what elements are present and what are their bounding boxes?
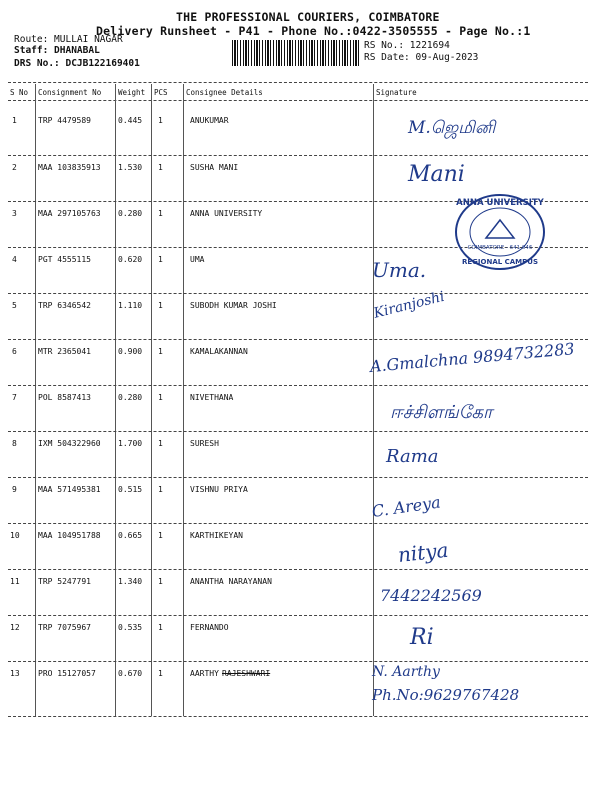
col-header-consignee: Consignee Details	[186, 88, 263, 97]
row-consignee: VISHNU PRIYA	[190, 485, 248, 494]
row-weight: 0.445	[118, 116, 143, 125]
rs-date: RS Date: 09-Aug-2023	[364, 52, 479, 63]
staff-label: Staff: DHANABAL	[14, 45, 100, 56]
rs-number: RS No.: 1221694	[364, 40, 450, 51]
col-header-weight: Weight	[118, 88, 146, 97]
row-consignee: SURESH	[190, 439, 219, 448]
row-consignee: ANANTHA NARAYANAN	[190, 577, 272, 586]
signature-4: Uma.	[372, 258, 427, 282]
row-pcs: 1	[158, 531, 163, 540]
signature-7: ஈச்சிளங்கோ	[390, 402, 493, 423]
row-weight: 0.665	[118, 531, 143, 540]
row-weight: 0.900	[118, 347, 143, 356]
row-weight: 0.515	[118, 485, 143, 494]
row-consignee: AARTHY	[190, 669, 219, 678]
row-pcs: 1	[158, 209, 163, 218]
row-sno: 1	[12, 116, 17, 125]
table-top-rule	[8, 82, 588, 83]
row-sno: 11	[10, 577, 20, 586]
route-label: Route: MULLAI NAGAR	[14, 34, 123, 45]
row-consignee: ANNA UNIVERSITY	[190, 209, 263, 218]
row-rule	[8, 431, 588, 432]
row-weight: 0.670	[118, 669, 143, 678]
row-pcs: 1	[158, 577, 163, 586]
row-weight: 1.110	[118, 301, 143, 310]
row-consignee: KAMALAKANNAN	[190, 347, 248, 356]
stamp-top-text: ANNA UNIVERSITY	[456, 198, 544, 208]
stamp-middle-text: COIMBATORE - 641 046	[467, 245, 533, 251]
row-consignment: MAA 103835913	[38, 163, 101, 172]
row-sno: 10	[10, 531, 20, 540]
table-header-rule	[8, 100, 588, 101]
row-consignee: UMA	[190, 255, 205, 264]
row-weight: 1.700	[118, 439, 143, 448]
signature-11: 7442242569	[380, 586, 482, 605]
row-sno: 7	[12, 393, 17, 402]
row-consignment: TRP 7075967	[38, 623, 91, 632]
row-rule	[8, 615, 588, 616]
row-sno: 9	[12, 485, 17, 494]
row-pcs: 1	[158, 623, 163, 632]
row-pcs: 1	[158, 669, 163, 678]
col-header-sno: S No	[10, 88, 29, 97]
row-pcs: 1	[158, 255, 163, 264]
drs-number: DRS No.: DCJB122169401	[14, 58, 140, 69]
row-consignment: TRP 6346542	[38, 301, 91, 310]
col-sep	[151, 84, 152, 716]
row-sno: 4	[12, 255, 17, 264]
row-consignee: KARTHIKEYAN	[190, 531, 243, 540]
signature-5: Kiranjoshi	[372, 288, 447, 322]
col-header-pcs: PCS	[154, 88, 168, 97]
row-pcs: 1	[158, 439, 163, 448]
row-pcs: 1	[158, 301, 163, 310]
row-consignment: MAA 297105763	[38, 209, 101, 218]
row-consignee: NIVETHANA	[190, 393, 234, 402]
row-consignment: MAA 104951788	[38, 531, 101, 540]
signature-10: nitya	[396, 537, 450, 567]
row-consignment: PGT 4555115	[38, 255, 91, 264]
row-consignee: SUBODH KUMAR JOSHI	[190, 301, 277, 310]
signature-9: C. Areya	[370, 492, 442, 521]
runsheet-line: Delivery Runsheet - P41 - Phone No.:0422-3505555 - Page No.:1	[96, 24, 531, 38]
row-weight: 1.530	[118, 163, 143, 172]
row-weight: 0.535	[118, 623, 143, 632]
row-consignee-struck: RAJESHWARI	[222, 669, 271, 678]
row-consignee: ANUKUMAR	[190, 116, 229, 125]
row-rule	[8, 661, 588, 662]
row-pcs: 1	[158, 393, 163, 402]
barcode	[232, 40, 360, 66]
row-rule	[8, 155, 588, 156]
row-sno: 6	[12, 347, 17, 356]
signature-1: M.ஜெமினி	[408, 118, 496, 138]
col-header-consignment: Consignment No	[38, 88, 102, 97]
row-sno: 3	[12, 209, 17, 218]
signature-6: A.Gmalchna 9894732283	[369, 339, 576, 376]
row-rule	[8, 523, 588, 524]
row-consignment: POL 8587413	[38, 393, 91, 402]
row-consignment: TRP 5247791	[38, 577, 91, 586]
col-sep	[35, 84, 36, 716]
row-sno: 5	[12, 301, 17, 310]
signature-13-phone: Ph.No:9629767428	[372, 686, 520, 704]
signature-8: Rama	[386, 446, 439, 467]
row-rule	[8, 716, 588, 717]
row-rule	[8, 293, 588, 294]
col-sep	[115, 84, 116, 716]
row-consignee: SUSHA MANI	[190, 163, 239, 172]
col-sep	[373, 84, 374, 716]
stamp-bottom-text: REGIONAL CAMPUS	[461, 258, 539, 266]
university-stamp	[452, 192, 548, 272]
row-rule	[8, 339, 588, 340]
row-pcs: 1	[158, 347, 163, 356]
company-title: THE PROFESSIONAL COURIERS, COIMBATORE	[176, 10, 440, 24]
row-weight: 0.620	[118, 255, 143, 264]
row-sno: 13	[10, 669, 20, 678]
row-sno: 2	[12, 163, 17, 172]
row-rule	[8, 569, 588, 570]
row-sno: 8	[12, 439, 17, 448]
row-consignee: FERNANDO	[190, 623, 229, 632]
col-sep	[183, 84, 184, 716]
signature-2: Mani	[408, 162, 465, 187]
row-consignment: TRP 4479589	[38, 116, 91, 125]
row-rule	[8, 477, 588, 478]
col-header-signature: Signature	[376, 88, 417, 97]
row-pcs: 1	[158, 163, 163, 172]
signature-12: Ri	[410, 625, 434, 650]
row-consignment: PRO 15127057	[38, 669, 96, 678]
row-sno: 12	[10, 623, 20, 632]
row-rule	[8, 385, 588, 386]
row-weight: 0.280	[118, 209, 143, 218]
signature-13: N. Aarthy	[372, 664, 440, 680]
row-pcs: 1	[158, 116, 163, 125]
row-consignment: MTR 2365041	[38, 347, 91, 356]
row-pcs: 1	[158, 485, 163, 494]
row-weight: 0.280	[118, 393, 143, 402]
row-weight: 1.340	[118, 577, 143, 586]
row-consignment: IXM 504322960	[38, 439, 101, 448]
row-consignment: MAA 571495381	[38, 485, 101, 494]
